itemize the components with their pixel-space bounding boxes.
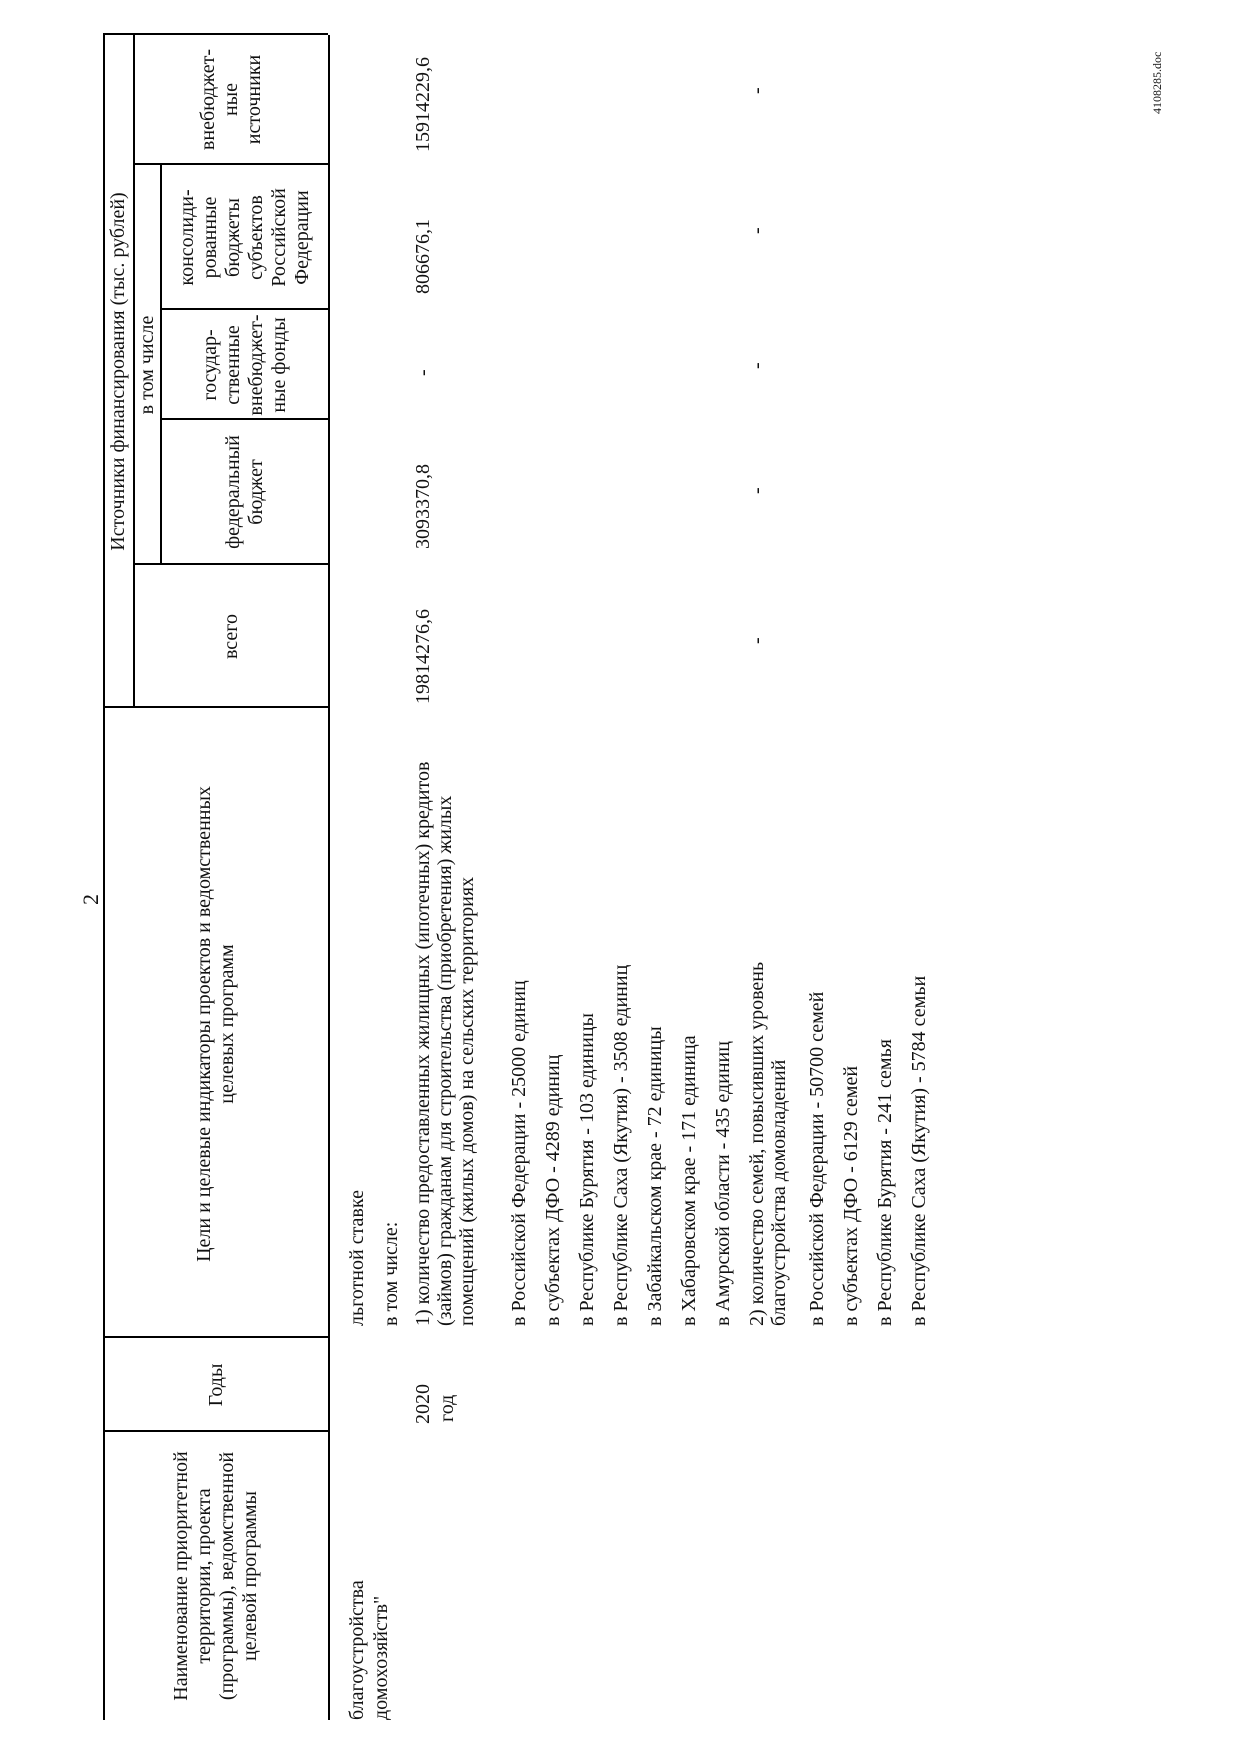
goal-line-5: в Республике Бурятия - 103 единицы <box>576 1013 598 1326</box>
row2-total: - <box>746 637 768 644</box>
goal-line-1: в том числе: <box>380 1221 402 1326</box>
year-cell-line-2: год <box>436 1394 458 1422</box>
col-border-state-regional <box>160 309 328 311</box>
table-right-border <box>103 34 328 36</box>
header-name: Наименование приоритетной территории, проекта (программы), ведомственной целевой программы <box>170 1451 261 1701</box>
goal-line-13: в Республике Бурятия - 241 семья <box>874 1039 896 1326</box>
goal-line-11: в Российской Федерации - 50700 семей <box>806 991 828 1326</box>
name-cell-line-1: благоустройства <box>346 1580 368 1720</box>
goal-line-9: в Амурской области - 435 единиц <box>712 1041 734 1326</box>
year-cell-line-1: 2020 <box>412 1384 434 1424</box>
goal-line-12: в субъектах ДФО - 6129 семей <box>840 1065 862 1326</box>
col-border-federal-state <box>160 419 328 421</box>
goal-line-3: в Российской Федерации - 25000 единиц <box>508 980 530 1326</box>
goal-line-4: в субъектах ДФО - 4289 единиц <box>542 1054 564 1326</box>
goal-line-2: 1) количество предоставленных жилищных (ипотечных) кредитов (займов) гражданам для строительства (приобретения) жилых помещений (жилых домов) на сельских территориях <box>412 761 478 1326</box>
row1-regional: 806676,1 <box>412 219 434 294</box>
header-including: в том числе <box>135 315 158 415</box>
header-state-funds: государ-ственные внебюджет-ные фонды <box>198 314 290 416</box>
name-cell-line-2: домохозяйств" <box>370 1595 392 1720</box>
row2-extra: - <box>746 87 768 94</box>
footer-filename: 4108285.doc <box>1150 51 1164 114</box>
row2-regional: - <box>746 227 768 234</box>
row1-state-funds: - <box>412 369 434 376</box>
table-header-bottom-border <box>328 35 330 1720</box>
goal-line-6: в Республике Саха (Якутия) - 3508 единиц <box>610 964 632 1326</box>
goal-line-14: в Республике Саха (Якутия) - 5784 семьи <box>908 975 930 1326</box>
goal-line-8: в Хабаровском крае - 171 единица <box>678 1035 700 1326</box>
row1-total: 19814276,6 <box>412 609 434 704</box>
goal-line-0: льготной ставке <box>346 1190 368 1326</box>
row1-extra: 15914229,6 <box>412 57 434 152</box>
row1-federal: 3093370,8 <box>412 464 434 549</box>
header-federal: федеральный бюджет <box>221 435 267 549</box>
goal-line-10: 2) количество семей, повысивших уровень благоустройства домовладений <box>746 961 790 1326</box>
page-number: 2 <box>78 894 103 905</box>
header-regional: консолиди-рованные бюджеты субъектов Российской Федерации <box>175 188 313 287</box>
header-extra: внебюджет-ные источники <box>196 48 265 151</box>
header-goals: Цели и целевые индикаторы проектов и ведомственных целевых программ <box>193 786 238 1262</box>
row2-federal: - <box>746 487 768 494</box>
col-border-regional-extra <box>133 164 328 166</box>
goal-line-7: в Забайкальском крае - 72 единицы <box>644 1026 666 1326</box>
row2-state-funds: - <box>746 362 768 369</box>
header-years: Годы <box>204 1363 227 1407</box>
header-total: всего <box>219 613 242 660</box>
header-funding-group: Источники финансирования (тыс. рублей) <box>107 192 129 551</box>
